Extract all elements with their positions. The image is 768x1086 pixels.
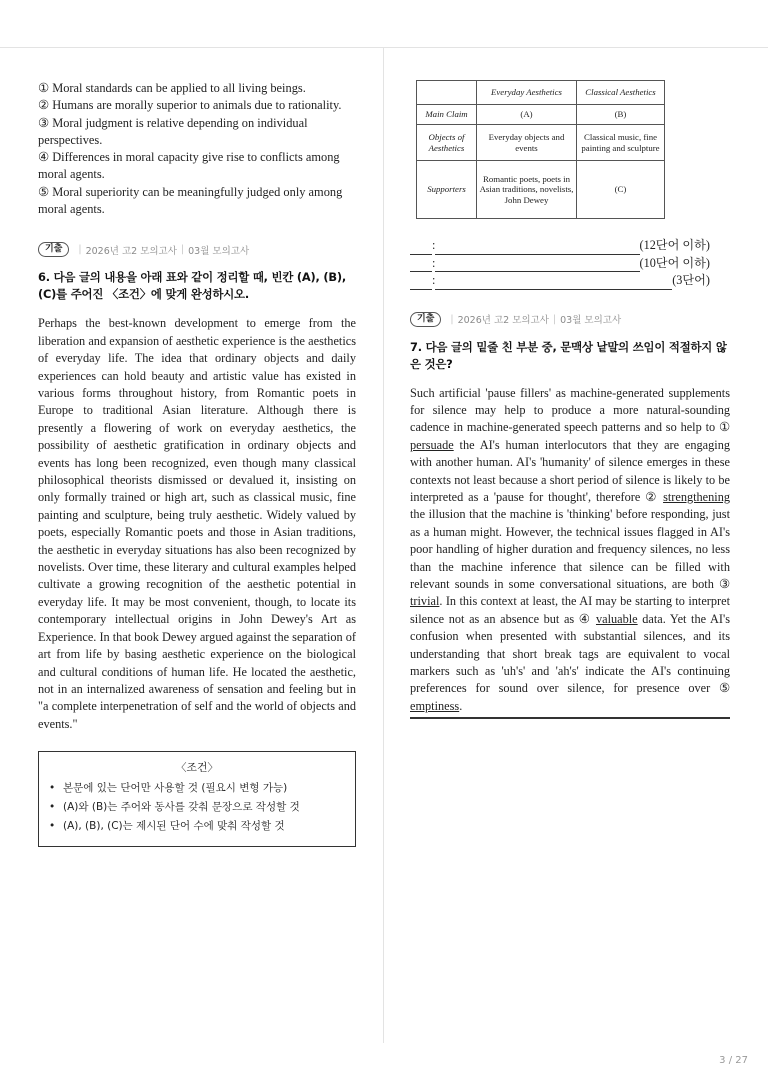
source-year: 2026년 고2 모의고사: [457, 315, 549, 326]
table-cell-everyday-supporters: Romantic poets, poets in Asian traditions, novelists, John Dewey: [477, 161, 577, 219]
passage-end-rule: [410, 717, 730, 718]
past-exam-badge: 기출: [38, 242, 69, 257]
conditions-box: [38, 751, 356, 847]
option-2: ② Humans are morally superior to animals due to rationality.: [38, 98, 342, 113]
q7-passage: Such artificial 'pause fillers' as machine-generated supplements for silence may help to produce a more natural-sounding cadence in machine-generated speech patterns and so help to ① persuade the AI's human interlocutors that they are engaging with another human. AI's 'humanity' of silence emerges in these contexts not least because a short period of silence is likely to be interpreted as a 'pause for thought', therefore ② strengthening the illusion that the machine is 'thinking' before responding, just as a human might. However, the technical issues flagged in AI's poor handling of higher duration and frequency silences, no less than the machine inference that silence can be filled with relevant sounds in some conversational situations, are both ③ trivial. In this context at least, the AI may be starting to interpret silence not as an absence but as ④ valuable data. Yet the AI's confusion when presented with substantial silences, and its understanding that short break tags are equivalent to vocal markers such as 'uh's' and 'ah's' indicate the AI's continuing preferences for sound over silence, for presence over ⑤ emptiness.: [410, 385, 730, 713]
answer-blank-c[interactable]: : (3단어): [410, 272, 710, 290]
option-5: ⑤ Moral superiority can be meaningfully judged only among moral agents.: [38, 184, 343, 217]
option-1: ① Moral standards can be applied to all living beings.: [38, 81, 306, 95]
answer-blank-b[interactable]: : (10단어 이하): [410, 255, 710, 273]
table-row-label-main-claim: Main Claim: [417, 105, 477, 125]
table-header-everyday: Everyday Aesthetics: [477, 81, 577, 105]
table-cell-blank-b: (B): [577, 105, 665, 125]
q6-source-line: 기출 | 2026년 고2 모의고사 | 03월 모의고사: [38, 242, 356, 257]
condition-item: • (A)와 (B)는 주어와 동사를 갖춰 문장으로 작성할 것: [49, 798, 345, 817]
q6-passage: Perhaps the best-known development to emerge from the liberation and expansion of aesthetic experience is the aesthetics of everyday life. The idea that ordinary objects and daily experiences can hold beauty and artistic value has existed in various forms throughout history, from Romantic poets in Europe to traditional Asian literature. Although there is presently a flowering of work on everyday aesthetics, the possibility of aesthetic gratification in ordinary objects and events has long been recognized, even though many classical philosophical theorists dismissed or devalued it, insisting on only formally trained or high art, such as classical music, fine painting and sculpture, being truly aesthetic. Widely valued by poets, especially Romantic poets and those in Asian traditions, the aesthetic in everyday situations has also been recognized by novelists. Over time, these literary and cultural examples helped cultivate a growing recognition of the aesthetic potential in everyday life. It may be most convenient, though, to locate its contemporary intellectual origins in John Dewey's Art as Experience. In that book Dewey argued against the separation of art from life by basing aesthetic experience on the biological and cultural conditions of human life. He located the aesthetic, not in an internalized awareness of sensation and feeling but in "a complete interpenetration of self and the world of objects and events.": [38, 316, 357, 731]
condition-item: • 본문에 있는 단어만 사용할 것 (필요시 변형 가능): [49, 779, 345, 798]
underlined-word-1: persuade: [410, 437, 454, 452]
condition-item: • (A), (B), (C)는 제시된 단어 수에 맞춰 작성할 것: [49, 817, 345, 836]
source-year: 2026년 고2 모의고사: [85, 245, 177, 257]
table-cell-everyday-objects: Everyday objects and events: [477, 125, 577, 161]
table-cell-blank-c: (C): [577, 161, 665, 219]
q7-source-line: 기출 | 2026년 고2 모의고사 | 03월 모의고사: [410, 312, 730, 327]
word-limit-b: (10단어 이하): [639, 255, 710, 270]
underlined-word-3: trivial: [410, 594, 440, 609]
column-divider: [383, 48, 384, 1043]
table-cell-classical-objects: Classical music, fine painting and sculpture: [577, 125, 665, 161]
table-cell-blank-a: (A): [477, 105, 577, 125]
word-limit-a: (12단어 이하): [639, 238, 710, 252]
page-number: 3 / 27: [719, 1055, 748, 1066]
table-row-label-supporters: Supporters: [417, 161, 477, 219]
word-limit-c: (3단어): [672, 273, 710, 287]
answer-blanks: [410, 237, 710, 290]
answer-options: [38, 80, 356, 218]
header-divider: [0, 47, 768, 48]
table-row-label-objects: Objects of Aesthetics: [417, 125, 477, 161]
past-exam-badge: 기출: [410, 312, 441, 327]
source-month: 03월 모의고사: [188, 245, 250, 257]
option-3: ③ Moral judgment is relative depending on individual perspectives.: [38, 115, 308, 147]
right-column: [410, 80, 730, 719]
aesthetics-table: [416, 80, 665, 219]
conditions-title: 〈조건〉: [175, 761, 219, 775]
table-header-classical: Classical Aesthetics: [577, 81, 665, 105]
left-column: [38, 80, 356, 847]
q6-title: 6. 다음 글의 내용을 아래 표와 같이 정리할 때, 빈칸 (A), (B), (C)를 주어진 〈조건〉에 맞게 완성하시오.: [38, 270, 347, 302]
underlined-word-4: valuable: [595, 611, 638, 626]
option-4: ④ Differences in moral capacity give rise to conflicts among moral agents.: [38, 150, 340, 182]
underlined-word-2: strengthening: [663, 489, 730, 504]
answer-blank-a[interactable]: : (12단어 이하): [410, 237, 710, 255]
source-month: 03월 모의고사: [560, 315, 622, 326]
underlined-word-5: emptiness: [410, 698, 460, 713]
q7-title: 7. 다음 글의 밑줄 친 부분 중, 문맥상 낱말의 쓰임이 적절하지 않은 것은?: [410, 339, 727, 371]
